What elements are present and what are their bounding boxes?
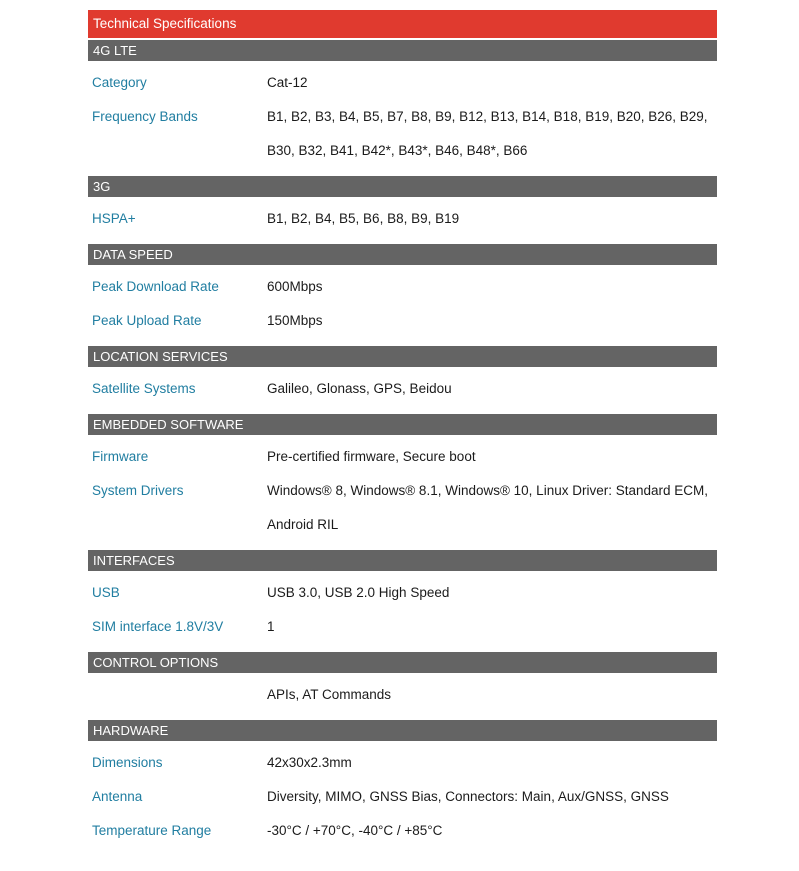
row-system-drivers: [88, 474, 717, 542]
value-line: USB 3.0, USB 2.0 High Speed: [267, 585, 450, 600]
label-peak-download-rate: Peak Download Rate: [92, 279, 219, 294]
section-interfaces: [88, 550, 717, 652]
value-line: Diversity, MIMO, GNSS Bias, Connectors: Main, Aux/GNSS, GNSS: [267, 789, 669, 804]
value-line: Cat-12: [267, 75, 308, 90]
label-dimensions: Dimensions: [92, 755, 163, 770]
section-location-services: [88, 346, 717, 414]
section-body-hardware: [88, 741, 717, 856]
row-sim-interface: [88, 610, 717, 644]
section-body-4g-lte: [88, 61, 717, 176]
label-hspa: HSPA+: [92, 211, 136, 226]
spec-table: [88, 10, 717, 856]
value-line: B1, B2, B4, B5, B6, B8, B9, B19: [267, 211, 460, 226]
value-category: [267, 66, 717, 100]
value-line: Galileo, Glonass, GPS, Beidou: [267, 381, 452, 396]
label-sim-interface: SIM interface 1.8V/3V: [92, 619, 224, 634]
label-antenna: Antenna: [92, 789, 143, 804]
section-header-embedded-software: EMBEDDED SOFTWARE: [88, 414, 717, 435]
value-line: B30, B32, B41, B42*, B43*, B46, B48*, B66: [267, 143, 528, 158]
section-3g: [88, 176, 717, 244]
label-frequency-bands: Frequency Bands: [92, 109, 198, 124]
value-system-drivers: [267, 474, 717, 542]
section-4g-lte: [88, 40, 717, 176]
row-frequency-bands: [88, 100, 717, 168]
label-firmware: Firmware: [92, 449, 149, 464]
value-hspa: [267, 202, 717, 236]
section-body-data-speed: [88, 265, 717, 346]
value-firmware: [267, 440, 717, 474]
table-title: Technical Specifications: [93, 16, 237, 31]
label-satellite-systems: Satellite Systems: [92, 381, 196, 396]
value-control-options: [267, 678, 717, 712]
section-header-4g-lte: 4G LTE: [88, 40, 717, 61]
row-dimensions: [88, 746, 717, 780]
row-hspa: [88, 202, 717, 236]
section-header-control-options: CONTROL OPTIONS: [88, 652, 717, 673]
value-line: APIs, AT Commands: [267, 687, 392, 702]
row-category: [88, 66, 717, 100]
value-sim-interface: [267, 610, 717, 644]
section-body-3g: [88, 197, 717, 244]
section-body-embedded-software: [88, 435, 717, 550]
section-header-hardware: HARDWARE: [88, 720, 717, 741]
row-firmware: [88, 440, 717, 474]
section-embedded-software: [88, 414, 717, 550]
value-dimensions: [267, 746, 717, 780]
value-line: 42x30x2.3mm: [267, 755, 352, 770]
value-line: -30°C / +70°C, -40°C / +85°C: [267, 823, 443, 838]
label-system-drivers: System Drivers: [92, 483, 184, 498]
table-title-bar: [88, 10, 717, 38]
value-usb: [267, 576, 717, 610]
value-frequency-bands: [267, 100, 717, 168]
value-antenna: [267, 780, 717, 814]
value-peak-upload-rate: [267, 304, 717, 338]
label-usb: USB: [92, 585, 120, 600]
value-peak-download-rate: [267, 270, 717, 304]
section-body-control-options: [88, 673, 717, 720]
value-line: Pre-certified firmware, Secure boot: [267, 449, 476, 464]
row-peak-download-rate: [88, 270, 717, 304]
section-data-speed: [88, 244, 717, 346]
section-header-3g: 3G: [88, 176, 717, 197]
value-line: B1, B2, B3, B4, B5, B7, B8, B9, B12, B13, B14, B18, B19, B20, B26, B29,: [267, 109, 708, 124]
value-temperature-range: [267, 814, 717, 848]
row-control-options: [88, 678, 717, 712]
label-peak-upload-rate: Peak Upload Rate: [92, 313, 202, 328]
section-header-interfaces: INTERFACES: [88, 550, 717, 571]
section-hardware: [88, 720, 717, 856]
section-body-interfaces: [88, 571, 717, 652]
row-peak-upload-rate: [88, 304, 717, 338]
row-temperature-range: [88, 814, 717, 848]
section-control-options: [88, 652, 717, 720]
value-line: Windows® 8, Windows® 8.1, Windows® 10, Linux Driver: Standard ECM,: [267, 483, 708, 498]
value-line: 150Mbps: [267, 313, 323, 328]
row-satellite-systems: [88, 372, 717, 406]
row-antenna: [88, 780, 717, 814]
label-temperature-range: Temperature Range: [92, 823, 212, 838]
section-header-location-services: LOCATION SERVICES: [88, 346, 717, 367]
value-line: Android RIL: [267, 517, 339, 532]
label-category: Category: [92, 75, 147, 90]
value-line: 600Mbps: [267, 279, 323, 294]
section-body-location-services: [88, 367, 717, 414]
section-header-data-speed: DATA SPEED: [88, 244, 717, 265]
value-line: 1: [267, 619, 275, 634]
value-satellite-systems: [267, 372, 717, 406]
row-usb: [88, 576, 717, 610]
